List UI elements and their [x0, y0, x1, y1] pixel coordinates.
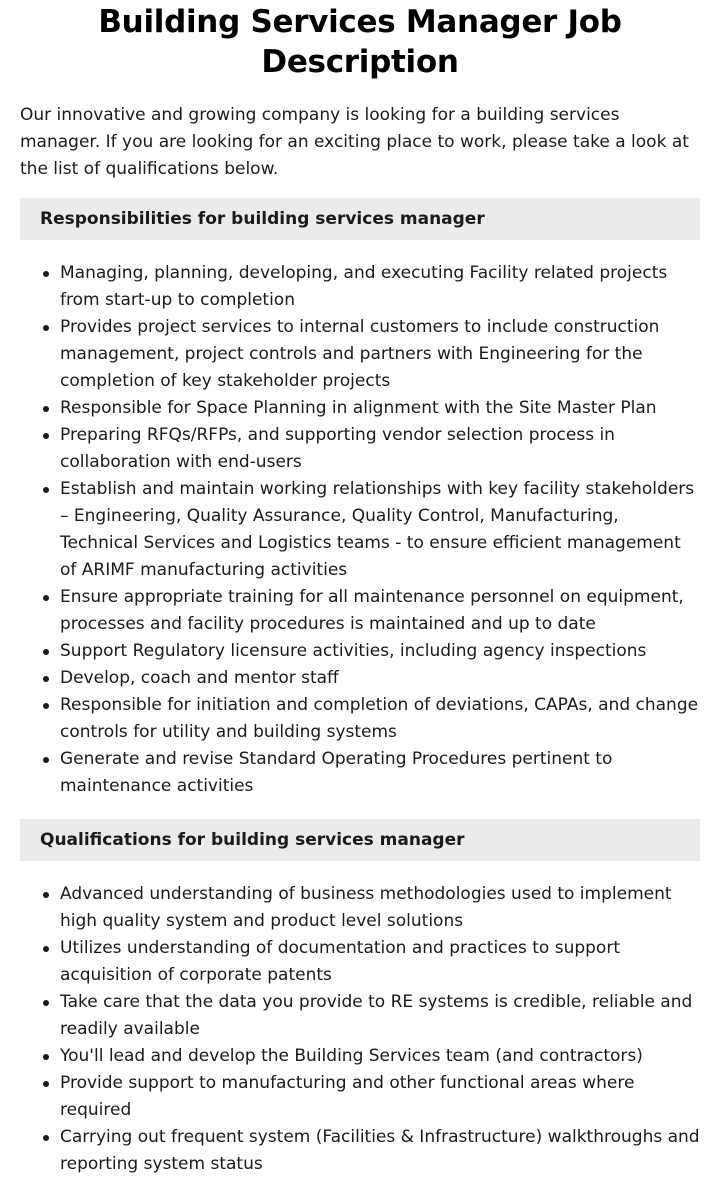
list-item: Preparing RFQs/RFPs, and supporting vendor selection process in collaboration with end-users	[60, 422, 700, 476]
list-item: Responsible for initiation and completion of deviations, CAPAs, and change controls for utility and building systems	[60, 692, 700, 746]
page-title: Building Services Manager Job Description	[98, 4, 622, 80]
list-item: Provide support to manufacturing and other functional areas where required	[60, 1070, 700, 1124]
list-item: Ensure appropriate training for all maintenance personnel on equipment, processes and facility procedures is maintained and up to date	[60, 584, 700, 638]
list-item: Carrying out frequent system (Facilities & Infrastructure) walkthroughs and reporting system status	[60, 1124, 700, 1178]
list-item: Provides project services to internal customers to include construction management, project controls and partners with Engineering for the completion of key stakeholder projects	[60, 314, 700, 395]
qualifications-heading: Qualifications for building services manager	[20, 819, 700, 861]
intro-paragraph: Our innovative and growing company is looking for a building services manager. If you are looking for an exciting place to work, please take a look at the list of qualifications below.	[20, 105, 689, 179]
list-item: Responsible for Space Planning in alignment with the Site Master Plan	[60, 395, 700, 422]
responsibilities-list	[20, 260, 700, 800]
list-item: Take care that the data you provide to RE systems is credible, reliable and readily available	[60, 989, 700, 1043]
qualifications-list	[20, 881, 700, 1178]
list-item: Establish and maintain working relationships with key facility stakeholders – Engineering, Quality Assurance, Quality Control, Manufacturing, Technical Services and Logistics teams - to ensure efficient management of ARIMF manufacturing activities	[60, 476, 700, 584]
list-item: You'll lead and develop the Building Services team (and contractors)	[60, 1043, 700, 1070]
list-item: Advanced understanding of business methodologies used to implement high quality system and product level solutions	[60, 881, 700, 935]
list-item: Managing, planning, developing, and executing Facility related projects from start-up to completion	[60, 260, 700, 314]
list-item: Generate and revise Standard Operating Procedures pertinent to maintenance activities	[60, 746, 700, 800]
list-item: Utilizes understanding of documentation and practices to support acquisition of corporate patents	[60, 935, 700, 989]
list-item: Develop, coach and mentor staff	[60, 665, 700, 692]
list-item: Support Regulatory licensure activities, including agency inspections	[60, 638, 700, 665]
responsibilities-heading: Responsibilities for building services manager	[20, 198, 700, 240]
